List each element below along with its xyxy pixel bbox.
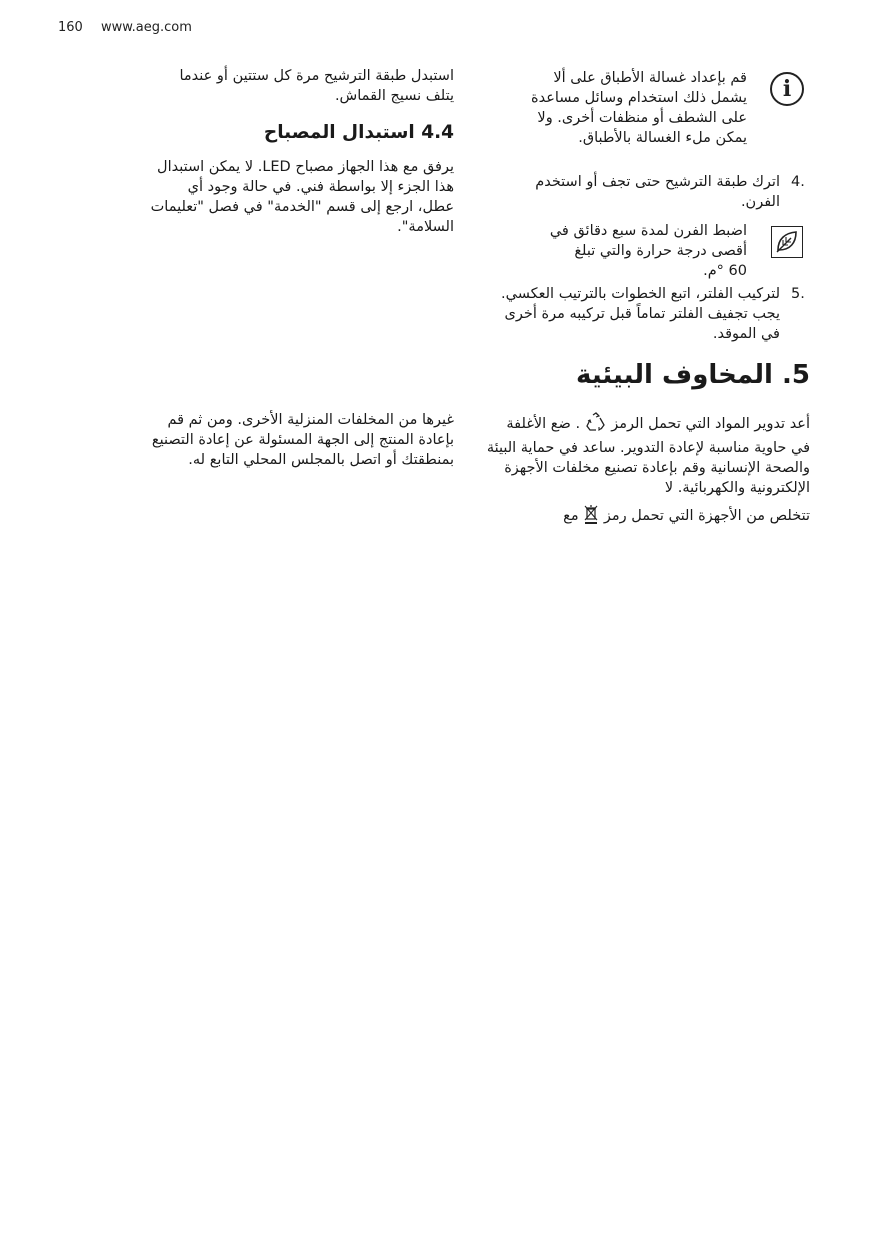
- page-header: [58, 20, 206, 35]
- info-icon: i: [770, 72, 804, 106]
- step-5-number: 5.: [791, 286, 805, 302]
- environment-paragraph: [484, 412, 810, 530]
- tip-note-line1: اضبط الفرن لمدة سبع دقائق في أقصى درجة حرارة والتي تبلغ: [549, 223, 747, 259]
- tip-note-line2: 60 °م.: [703, 263, 747, 279]
- section-5-title: 5. المخاوف البيئية: [576, 360, 810, 390]
- left-para-3: غيرها من المخلفات المنزلية الأخرى. ومن ثم قم بإعادة المنتج إلى الجهة المسئولة عن إعادة التصنيع بمنطقتك أو اتصل بالمجلس المحلي التابع له.: [151, 412, 454, 468]
- step-4-number: 4.: [791, 174, 805, 190]
- leaf-icon: [771, 226, 803, 258]
- env-text-part4: مع: [563, 508, 579, 524]
- crossed-bin-icon: [583, 504, 599, 530]
- env-text-part2: . ضع الأغلفة في حاوية مناسبة لإعادة التدوير. ساعد في حماية البيئة والصحة الإنسانية وقم بإعادة تصنيع مخلفات الأجهزة الإلكترونية والكهربائية. لا: [486, 416, 810, 496]
- env-text-part1: أعد تدوير المواد التي تحمل الرمز: [611, 416, 810, 432]
- site-url: www.aeg.com: [100, 20, 192, 35]
- section-4-4-title: 4.4 استبدال المصباح: [263, 122, 454, 143]
- recycle-icon: [585, 412, 607, 438]
- step-5-text: لتركيب الفلتر، اتبع الخطوات بالترتيب العكسي. يجب تجفيف الفلتر تماماً قبل تركيبه مرة أخرى في الموقد.: [501, 286, 780, 342]
- left-para-2: يرفق مع هذا الجهاز مصباح LED. لا يمكن استبدال هذا الجزء إلا بواسطة فني. في حالة وجود أي عطل، ارجع إلى قسم "الخدمة" في فصل "تعليمات السلامة".: [150, 159, 454, 235]
- tip-note: [515, 221, 747, 281]
- page-number: 160: [58, 20, 83, 35]
- info-note: قم بإعداد غسالة الأطباق على ألا يشمل ذلك استخدام وسائل مساعدة على الشطف أو منظفات أخرى. ولا يمكن ملء الغسالة بالأطباق.: [531, 70, 747, 146]
- left-para-1: استبدل طبقة الترشيح مرة كل ستتين أو عندما يتلف نسيج القماش.: [179, 68, 454, 104]
- step-4-text: اترك طبقة الترشيح حتى تجف أو استخدم الفرن.: [535, 174, 780, 210]
- env-text-part3: تتخلص من الأجهزة التي تحمل رمز: [603, 508, 810, 524]
